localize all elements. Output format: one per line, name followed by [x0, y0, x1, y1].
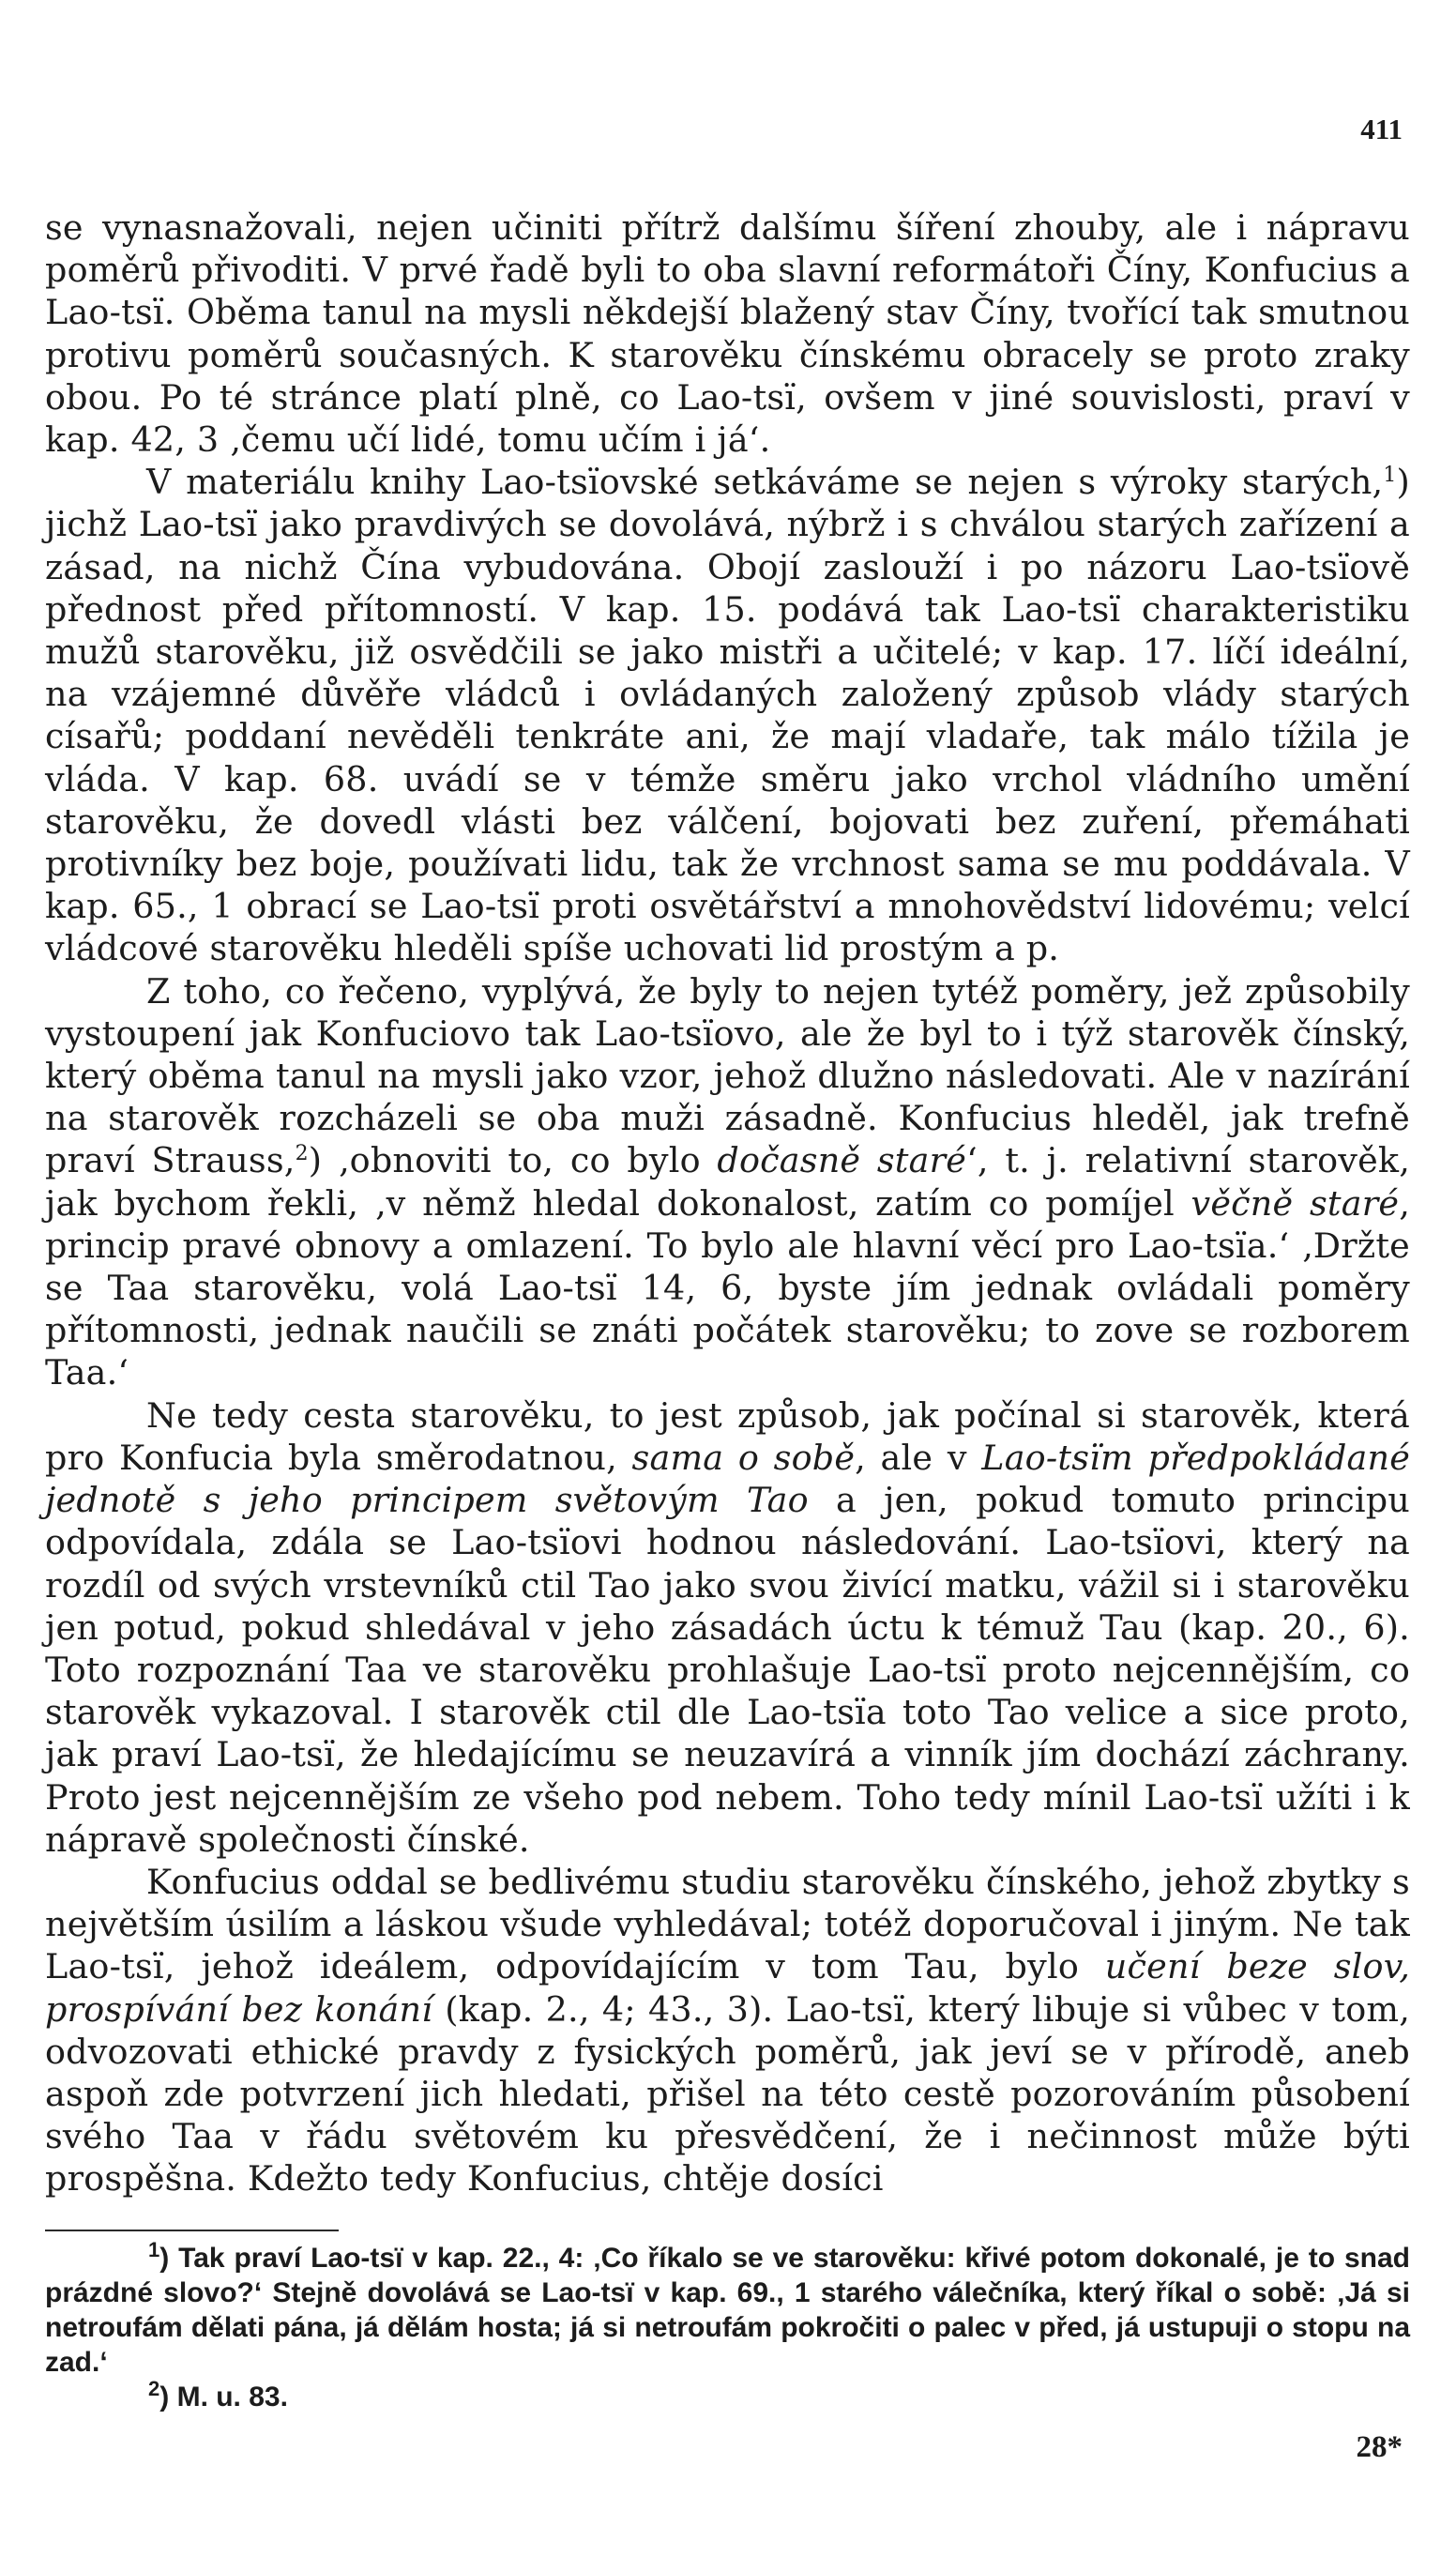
text-run: ‘, t. j. relativní starověk, jak bychom řekli, ‚v němž hledal dokonalost, zatím co pomíjel [45, 1140, 1410, 1224]
italic-phrase: Lao-tsïm předpokládané jednotě s jeho principem světovým Tao [45, 1437, 1411, 1521]
text-run: Z toho, co řečeno, vyplývá, že byly to nejen tytéž poměry, jež způsobily vystoupení jak Konfuciovo tak Lao-tsïovo, ale že byl to i týž starověk čínský, který oběma tanul na mysli jako vzor, jehož dlužno následovati. Ale v nazírání na starověk rozcházeli se oba muži zásadně. Konfucius hleděl, jak trefně praví Strauss, [45, 970, 1410, 1181]
paragraph [45, 1394, 1410, 1861]
footnote-ref: 1 [1383, 464, 1397, 488]
text-run: V materiálu knihy Lao-tsïovské setkáváme se nejen s výroky starých, [146, 462, 1384, 503]
footnote-text: ) Tak praví Lao-tsï v kap. 22., 4: ‚Co říkalo se ve starověku: křivé potom dokonalé, je to snad prázdné slovo?‘ Stejně dovolává se Lao-tsï v kap. 69., 1 starého válečníka, který říkal o sobě: ‚Já si netroufám dělati pána, já dělám hosta; já si netroufám pokročiti o palec v před, já ustupuji o stopu na zad.‘ [45, 2243, 1410, 2378]
paragraph [45, 461, 1410, 969]
footnote [45, 2238, 1410, 2380]
footnotes [45, 2238, 1410, 2414]
text-run: , ale v [855, 1437, 982, 1478]
paragraph [45, 970, 1410, 1394]
paragraph [45, 1861, 1410, 2200]
footnote-mark: 2 [148, 2377, 160, 2400]
text-run: (kap. 2., 4; 43., 3). Lao-tsï, který libuje si vůbec v tom, odvozovati ethické pravdy z fysických poměrů, jak jeví se v přírodě, aneb aspoň zde potvrzení jich hledati, přišel na této cestě pozorováním působení svého Taa v řádu světovém ku přesvědčení, že i nečinnost může býti prospěšna. Kdežto tedy Konfucius, chtěje dosíci [45, 1988, 1410, 2199]
text-run: , princip pravé obnovy a omlazení. To bylo ale hlavní věcí pro Lao-tsïa.‘ ‚Držte se Taa starověku, volá Lao-tsï 14, 6, byste jím jednak ovládali poměry přítomnosti, jednak naučili se znáti počátek starověku; to zove se rozborem Taa.‘ [45, 1182, 1410, 1393]
italic-phrase: dočasně staré [717, 1140, 967, 1181]
footnote-mark: 1 [148, 2238, 160, 2261]
page-number: 411 [1360, 113, 1403, 145]
text-run: Konfucius oddal se bedlivému studiu starověku čínského, jehož zbytky s největším úsilím a láskou všude vyhledával; totéž doporučoval i jiným. Ne tak Lao-tsï, jehož ideálem, odpovídajícím v tom Tau, bylo [45, 1861, 1410, 1987]
text-run: se vynasnažovali, nejen učiniti přítrž dalšímu šíření zhouby, ale i nápravu poměrů přivoditi. V prvé řadě byli to oba slavní reformátoři Číny, Konfucius a Lao-tsï. Oběma tanul na mysli někdejší blažený stav Číny, tvořící tak smutnou protivu poměrů současných. K starověku čínskému obracely se proto zraky obou. Po té stránce platí plně, co Lao-tsï, ovšem v jiné souvislosti, praví v kap. 42, 3 ‚čemu učí lidé, tomu učím i já‘. [45, 207, 1410, 461]
text-run: a jen, pokud tomuto principu odpovídala, zdála se Lao-tsïovi hodnou následování. Lao-tsïovi, který na rozdíl od svých vrstevníků ctil Tao jako svou živící matku, vážil si i starověku jen potud, pokud shledával v jeho zásadách úctu k témuž Tau (kap. 20., 6). Toto rozpoznání Taa ve starověku prohlašuje Lao-tsï proto nejcennějším, co starověk vykazoval. I starověk ctil dle Lao-tsïa toto Tao velice a sice proto, jak praví Lao-tsï, že hledajícímu se neuzavírá a vinník jím dochází záchrany. Proto jest nejcennějším ze všeho pod nebem. Toho tedy mínil Lao-tsï užíti i k nápravě společnosti čínské. [45, 1480, 1410, 1860]
footnote-text: ) M. u. 83. [159, 2382, 288, 2412]
italic-phrase: učení beze slov, prospívání bez konání [45, 1946, 1410, 2030]
footnote-divider [45, 2230, 339, 2231]
italic-phrase: sama o sobě [631, 1437, 856, 1478]
text-run: Ne tedy cesta starověku, to jest způsob, jak počínal si starověk, která pro Konfucia byla směrodatnou, [45, 1394, 1410, 1478]
text-run: ) jichž Lao-tsï jako pravdivých se dovolává, nýbrž i s chválou starých zařízení a zásad, na nichž Čína vybudována. Obojí zaslouží i po názoru Lao-tsïově přednost před přítomností. V kap. 15. podává tak Lao-tsï charakteristiku mužů starověku, již osvědčili se jako mistři a učitelé; v kap. 17. líčí ideální, na vzájemné důvěře vládců i ovládaných založený způsob vlády starých císařů; poddaní nevěděli tenkráte ani, že mají vladaře, tak málo tížila je vláda. V kap. 68. uvádí se v témže směru jako vrchol vládního umění starověku, že dovedl vlásti bez válčení, bojovati bez zuření, přemáhati protivníky bez boje, používati lidu, tak že vrchnost sama se mu poddávala. V kap. 65., 1 obrací se Lao-tsï proti osvětářství a mnohovědství lidovému; velcí vládcové starověku hleděli spíše uchovati lid prostým a p. [45, 462, 1410, 969]
main-text [45, 206, 1410, 2200]
printer-signature: 28* [1356, 2430, 1403, 2464]
italic-phrase: věčně staré [1191, 1182, 1400, 1224]
text-run: ) ‚obnoviti to, co bylo [308, 1140, 718, 1181]
footnote [45, 2377, 1410, 2414]
paragraph [45, 206, 1410, 461]
footnote-ref: 2 [295, 1142, 309, 1166]
